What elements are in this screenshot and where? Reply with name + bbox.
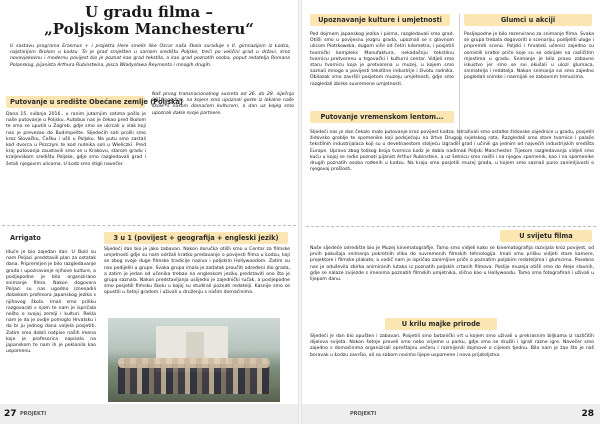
page-number-right: 28 [581,409,594,419]
gluma-text: Posljepodne je bilo rezervirano za snimanje filma. Svaka se grupa trebala dogovoriti o scenariju, podijeliti uloge i pripremiti scenu. Poljski i hrvatski učenici zajedno su osmislili kratke priče koje su se odvijale na različitim mjestima u gradu. Snimanje je bilo pravo zabavno iskustvo jer smo se svi okušali u ulozi glumaca, snimatelja i redatelja. Nakon snimanja svi smo zajedno pogledali snimke i nasmijali se zabavnim trenucima. [464,32,594,81]
3u1-text: Sljedeći dan bio je jako zabavan. Nakon doručka otišli smo u Centar za filmske umjetnosti gdje su nam održali kratko predavanje o povijesti filma u Łodzu, koji se zbog svoje duge filmske tradicije naziva i poljskim Hollywoodom. Zatim su nas podijelili u grupe. Svaka grupa imala je zadatak proučiti određeni dio grada, a zatim je jedan od učenika trebao na engleskom jeziku predstaviti ono što je grupa saznala. Nakon predstavljanja uslijedio je zajednički ručak, a posljepodne smo posjetili filmsku školu u kojoj su studirali poznati redatelji. Kasnije smo se opustili u šetnji gradom i uživali u druženju s našim domaćinima. [104,247,290,296]
intro-text: U sastavu programa Erasmus + i projekta Here smells like Oscar naša škola surađuje s II. gimnazijom iz Łodza, najstarijom školom u Łodzu. To je grad smješten u samom središtu Poljske, treći po veličini grad u državi, kroz novovjekovnu i modernu povijest bio je poznat kao grad tekstila, a kao grad poznatih osoba, poput redatelja Romana Polanskog, pijanista Arthura Rubinsteina, pisca Władysława Reymonta i mnogih drugih. [10,44,290,68]
kraj-text: Sljedeći je dan bio opušten i zabavan. Posjetili smo botanički vrt u kojem smo uživali u prekrasnim biljkama iz različitih dijelova svijeta. Nakon šetnje proveli smo neko vrijeme u parku, gdje smo se družili i igrali razne igre. Navečer smo zajedno s domaćinima organizirali oproštajnu večeru i razmijenili dojmove o cijelom tjednu. Bilo nam je žao što je naš boravak u Łodzu završio, ali sa sobom nosimo lijepe uspomene i nova prijateljstva. [310,334,594,358]
kultura-text: Pod dojmom japanskog jezika i pisma, razgledavali smo grad. Otišli smo u povijesnu jezgru grada, upoznali se s glavnom ulicom Piotrkowska, dugom više od četiri kilometra, i posjetili tvornički kompleks Manufaktura, nekadašnju tekstilnu tvornicu pretvorenu u trgovački i kulturni centar. Vidjeli smo staru tvornicu koja je pretvorena u muzej, u kojem smo saznali mnogo o povijesti tekstilne industrije i životu radnika. Obilazak smo završili posjetom muzeju umjetnosti, gdje smo razgledali zbirke suvremene umjetnosti. [310,32,454,87]
page-title [0,4,298,38]
vremenski-text: Sljedeći nas je dan čekalo malo putovanje kroz povijest Łodza. Istraživali smo ostatke židovske zajednice u gradu, posjetili židovsko groblje te spomenike koji podsjećaju na žrtve Drugog svjetskog rata. Razgledali smo stare tvornice i palače tekstilnih industrijalaca koji su u devetnaestom stoljeću izgradili grad i učinili ga jednim od najvećih industrijskih središta Europe. Upravo zbog tolikog broja tvornica Łodz je dobio nadimak Poljski Manchester. Tijekom razgledavanja vidjeli smo kuću u kojoj se rodio poznati pijanist Arthur Rubinstein, a uz šetnicu smo naišli i na njegov spomenik, kao i na spomenike drugih poznatih osoba rođenih u Łodzu. Na kraju smo posjetili muzej grada, u kojem smo saznali puno zanimljivosti o njegovoj prošlosti. [310,130,594,173]
footer-left [0,404,298,424]
heading-film: U svijetu filma [500,230,592,242]
column-divider [459,14,460,144]
divider-right [306,226,596,227]
heading-putovanje: Putovanje u središte Obećane zemlje (Poljska) [6,96,145,108]
heading-arrigato: Arrigato [6,232,70,244]
film-text: Naše sljedeće odredište bio je Muzej kinematografije. Tamo smo vidjeli kako se kinematografija razvijala kroz povijest, od prvih pokušaja snimanja pokretnih slika do suvremenih filmskih tehnologija. Imali smo priliku vidjeti stare kamere, projektore i filmske plakate, a vodič nam je ispričao zanimljive priče o poznatim poljskim redateljima i glumcima. Posebno nas je oduševila zbirka animiranih lutaka iz poznatih poljskih crtanih filmova. Poslije muzeja otišli smo do Aleje slavnih, gdje se nalaze zvijezde s imenima poznatih filmskih umjetnika, slično kao u Hollywoodu. Tamo smo fotografirali i uživali u lijepom danu. [310,246,594,283]
heading-vremenski: Putovanje vremenskom lentom... [310,111,454,123]
group-photo [108,318,280,402]
intro-side-text: Naš prvog transnacionalnog susreta od 26. do 28. siječnja 2016. godine, na kojem smo upoznali goste iz lokalne naše škole s našom domaćom kulturom, a dan uz kojeg smo upoznali dakle svoje partnere. [152,92,294,116]
heading-kraj: U krilu majke prirode [385,318,497,330]
page-gutter [298,0,302,424]
putovanje-text: Dana 15. svibnja 2016., u ranim jutarnjim satima pošlo je naše putovanje u Poljsku. Autobus nas je čekao pred školom te smo se uputili u Zagreb, gdje smo se ukrcali u vlak koji nas je prevezao do Budimpešte. Sljedećih sati prošli smo kroz Slovačku, Češku i ušli u Poljsku. Na putu smo zastali kod dvorca u Pszczyni te kod rudnika soli u Wieliczki. Pred kraj putovanja zaustavili smo se u Krakovu, starom gradu i kraljevskom središtu Poljske, gdje smo razgledavali grad i šetali njegovim ulicama. U Łodz smo stigli navečer. [6,112,146,167]
footer-right [302,404,600,424]
arrigato-text: Iduće je bio zajedan dan. U školi su nam Poljaci predstavili plan za ostatak dana. Pripremljen je bilo razgledavanje grada i upoznavanje njihove kulture, a posljepodne je bilo organizirano snimanje filma. Nakon dogovora Poljaci su nas ugodno iznenadili dolaskom profesora japanskog jezika s njihovog škola. Imali smo priliku razgovarati s njom te nam je ispričala nešto o svojoj zemlji i kulturi. Rekla nam je da je ovdje pomoglo Hrvatsku i da bi ju jednog dana voljela posjetiti. Zatim smo dobili natpise naših imena koje je profesorica napisala na japanskom te nam ih je poklonila kao uspomenu. [6,250,96,355]
title-line-1: U gradu filma – [85,3,213,21]
heading-kultura: Upoznavanje kulture i umjetnosti [310,14,450,26]
page-number-left: 27 [4,409,17,419]
divider-left [2,225,296,226]
title-line-2: „Poljskom Manchesteru“ [44,20,254,38]
heading-3u1: 3 u 1 (povijest + geografija + engleski jezik) [104,232,288,244]
heading-gluma: Glumci u akciji [464,14,592,26]
footer-label-right: PROJEKTI [350,411,377,417]
footer-label-left: PROJEKTI [20,411,47,417]
